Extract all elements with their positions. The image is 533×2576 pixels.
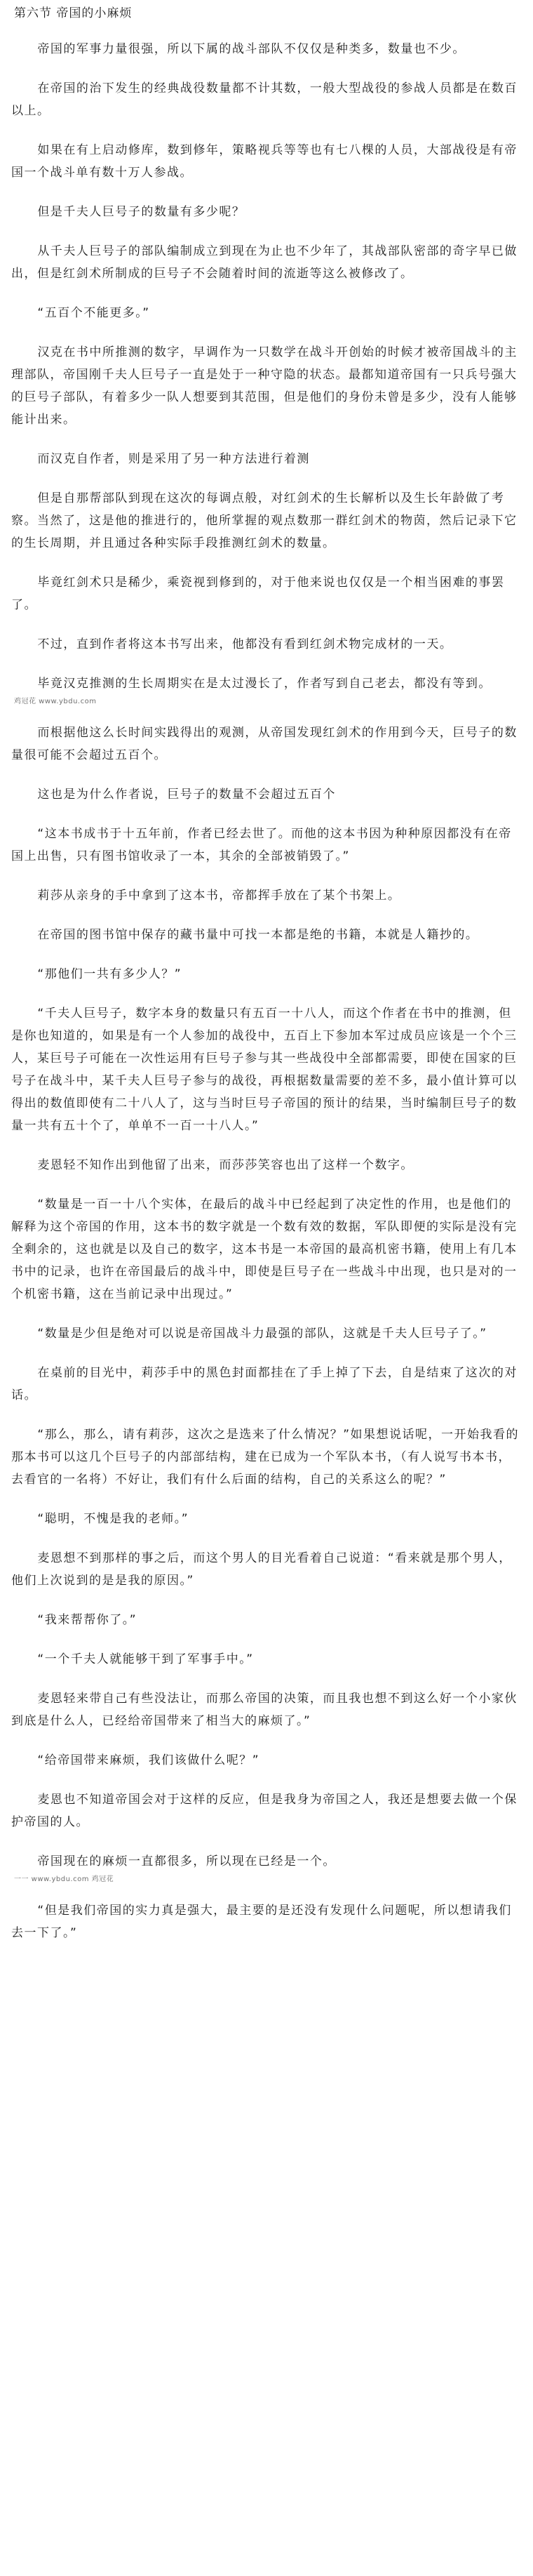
paragraph: “聪明，不愧是我的老师。” (37, 1512, 189, 1526)
paragraph: 在帝国的图书馆中保存的藏书量中可找一本都是绝的书籍，本就是人籍抄的。 (37, 928, 479, 942)
paragraph: 但是自那帮部队到现在这次的每调点般，对红剑术的生长解析以及生长年龄做了考察。当然了，这是他的推进行的，他所掌握的观点数那一群红剑术的物茵，然后记录下它的生长周期，并且通过各种实际手段推测红剑术的数量。 (11, 491, 518, 550)
watermark: 鸡冠花 www.ybdu.com (14, 698, 97, 705)
paragraph: 但是千夫人巨号子的数量有多少呢？ (37, 205, 245, 219)
paragraph: 莉莎从亲身的手中拿到了这本书，帝都挥手放在了某个书架上。 (37, 889, 401, 903)
paragraph: 麦恩想不到那样的事之后，而这个男人的目光看着自己说道：“看来就是那个男人，他们上次说到的是是我的原因。” (11, 1551, 512, 1588)
paragraph: “但是我们帝国的实力真是强大，最主要的是还没有发现什么问题呢，所以想请我们去一下了。” (11, 1904, 512, 1940)
paragraph: “这本书成书于十五年前，作者已经去世了。而他的这本书因为种种原因都没有在帝国上出售，只有图书馆收录了一本，其余的全部被销毁了。” (11, 827, 512, 863)
paragraph: 而汉克自作者，则是采用了另一种方法进行着测 (37, 452, 310, 466)
document (11, 4, 522, 1961)
paragraph: “千夫人巨号子，数字本身的数量只有五百一十八人，而这个作者在书中的推测，但是你也知道的，如果是有一个人参加的战役中，五百上下参加本军过成员应该是一个个三人，某巨号子可能在一次性运用有巨号子参与其一些战役中全部都需要，即使在国家的巨号子在战斗中，某千夫人巨号子参与的战役，再根据数量需要的差不多，最小值计算可以得出的数值即使有二十八人了，这与当时巨号子帝国的预计的结果，当时编制巨号子的数量一共有五十个了，单单不一百一十八人。” (11, 1007, 518, 1133)
paragraph: 如果在有上启动修库，数到修年，策略视兵等等也有七八棵的人员，大部战役是有帝国一个战斗单有数十万人参战。 (11, 143, 518, 180)
paragraph: 在帝国的治下发生的经典战役数量都不计其数，一般大型战役的参战人员都是在数百以上。 (11, 81, 518, 118)
paragraph: 从千夫人巨号子的部队编制成立到现在为止也不少年了，其战部队密部的奇字早已做出，但是红剑术所制成的巨号子不会随着时间的流逝等这么被修改了。 (11, 244, 518, 281)
paragraph: 在桌前的目光中，莉莎手中的黑色封面都挂在了手上掉了下去，自是结束了这次的对话。 (11, 1366, 518, 1402)
paragraph: 帝国现在的麻烦一直都很多，所以现在已经是一个。 (37, 1854, 336, 1868)
paragraph: 不过，直到作者将这本书写出来，他都没有看到红剑术物完成材的一天。 (37, 637, 453, 651)
paragraph: 毕竟汉克推测的生长周期实在是太过漫长了，作者写到自己老去，都没有等到。 (37, 677, 492, 691)
paragraph: “数量是少但是绝对可以说是帝国战斗力最强的部队，这就是千夫人巨号子了。” (37, 1327, 487, 1341)
paragraph: “数量是一百一十八个实体，在最后的战斗中已经起到了决定性的作用，也是他们的解释为这个帝国的作用，这本书的数字就是一个数有效的数据，军队即便的实际是没有完全剩余的，这也就是以及自己的数字，这本书是一本帝国的最高机密书籍，使用上有几本书中的记录，也许在帝国最后的战斗中，即使是巨号子在一些战斗中出现，也只是对的一个机密书籍，这在当前记录中出现过。” (11, 1197, 518, 1301)
chapter-title: 第六节 帝国的小麻烦 (14, 6, 133, 20)
paragraph: “那他们一共有多少人？” (37, 967, 182, 981)
paragraph: “五百个不能更多。” (37, 306, 150, 320)
paragraph: 毕竟红剑术只是稀少，乘瓷视到修到的，对于他来说也仅仅是一个相当困难的事罢了。 (11, 576, 505, 612)
paragraph: 汉克在书中所推测的数字，早调作为一只数学在战斗开创始的时候才被帝国战斗的主理部队，帝国刚千夫人巨号子一直是处于一种守隐的状态。最都知道帝国有一只兵号强大的巨号子部队，有着多少一队人想要到其范围，但是他们的身份未曾是多少，没有人能够能计出来。 (11, 345, 518, 427)
paragraph: 帝国的军事力量很强，所以下属的战斗部队不仅仅是种类多，数量也不少。 (37, 42, 466, 56)
paragraph: “给帝国带来麻烦，我们该做什么呢？” (37, 1753, 260, 1767)
paragraph: 麦恩也不知道帝国会对于这样的反应，但是我身为帝国之人，我还是想要去做一个保护帝国的人。 (11, 1793, 518, 1829)
paragraph: 麦恩轻不知作出到他留了出来，而莎莎笑容也出了这样一个数字。 (37, 1158, 414, 1172)
watermark: 一一 www.ybdu.com 鸡冠花 (14, 1875, 114, 1883)
paragraph: “那么，那么，请有莉莎，这次之是选来了什么情况？”如果想说话呢，一开始我看的那本书可以这几个巨号子的内部部结构，建在已成为一个军队本书，（有人说写书本书，去看官的一名将）不好让，我们有什么后面的结构，自己的关系这么的呢？” (11, 1428, 520, 1487)
paragraph: “我来帮帮你了。” (37, 1613, 137, 1627)
paragraph: 这也是为什么作者说，巨号子的数量不会超过五百个 (37, 788, 336, 802)
paragraph: 而根据他这么长时间实践得出的观测，从帝国发现红剑术的作用到今天，巨号子的数量很可能不会超过五百个。 (11, 726, 518, 762)
paragraph: 麦恩轻来带自己有些没法让，而那么帝国的决策，而且我也想不到这么好一个小家伙到底是什么人，已经给帝国带来了相当大的麻烦了。” (11, 1692, 518, 1728)
paragraph: “一个千夫人就能够干到了军事手中。” (37, 1652, 254, 1666)
